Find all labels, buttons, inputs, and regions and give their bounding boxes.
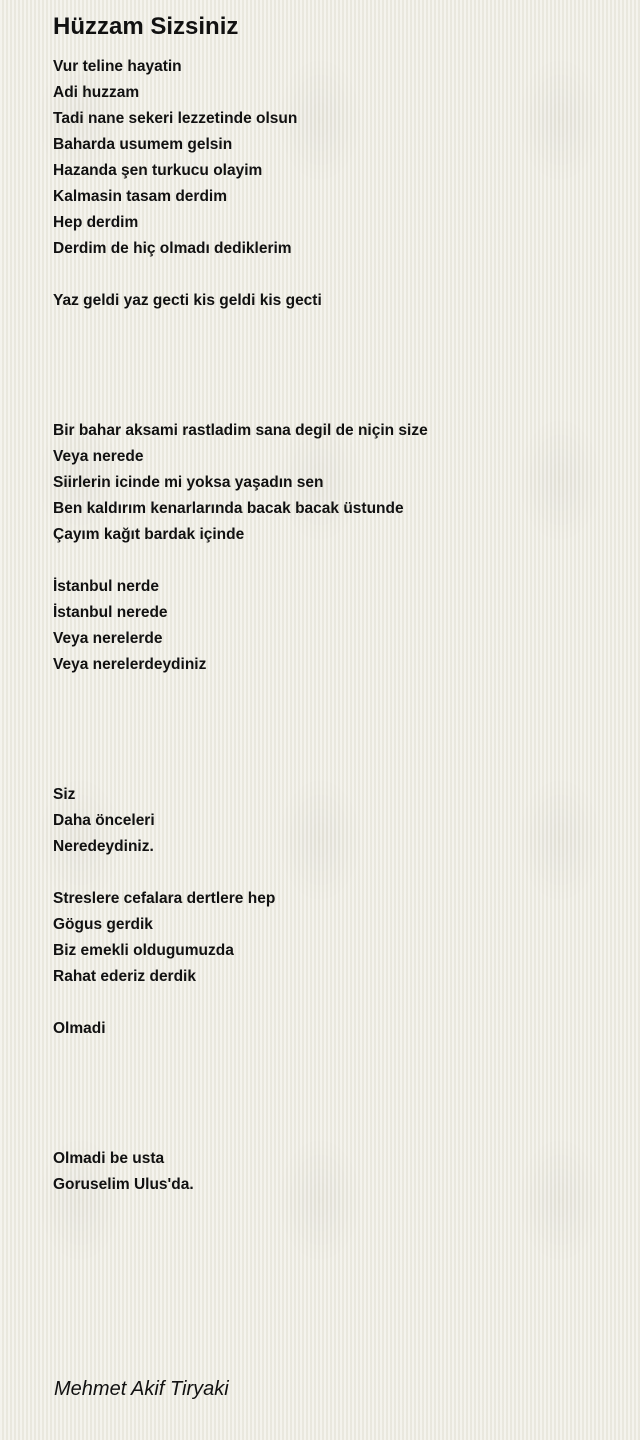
stanza-break bbox=[53, 756, 623, 782]
poem-author: Mehmet Akif Tiryaki bbox=[54, 1378, 229, 1400]
poem-line: Olmadi bbox=[53, 1020, 106, 1037]
stanza-break bbox=[53, 548, 623, 574]
stanza-break bbox=[53, 678, 623, 704]
poem-line: Streslere cefalara dertlere hep bbox=[53, 890, 276, 907]
poem-line: Derdim de hiç olmadı dediklerim bbox=[53, 240, 292, 257]
poem-line: Olmadi be usta bbox=[53, 1150, 165, 1167]
poem-line: Kalmasin tasam derdim bbox=[53, 188, 228, 205]
stanza-break bbox=[53, 1120, 623, 1146]
stanza-break bbox=[53, 314, 623, 340]
poem-line: Neredeydiniz. bbox=[53, 838, 154, 855]
poem-line: Tadi nane sekeri lezzetinde olsun bbox=[53, 110, 298, 127]
stanza-break bbox=[53, 730, 623, 756]
poem-line: Baharda usumem gelsin bbox=[53, 136, 233, 153]
poem-line: Çayım kağıt bardak içinde bbox=[53, 526, 245, 543]
poem-line: Hep derdim bbox=[53, 214, 139, 231]
poem-line: Siirlerin icinde mi yoksa yaşadın sen bbox=[53, 474, 324, 491]
stanza-break bbox=[53, 1068, 623, 1094]
poem-line: Hazanda şen turkucu olayim bbox=[53, 162, 263, 179]
poem-line: İstanbul nerede bbox=[53, 604, 168, 621]
poem-line: Bir bahar aksami rastladim sana degil de niçin size bbox=[53, 422, 428, 439]
poem-line: Goruselim Ulus'da. bbox=[53, 1176, 194, 1193]
poem-title: Hüzzam Sizsiniz bbox=[53, 13, 239, 40]
stanza-break bbox=[53, 1042, 623, 1068]
poem-line: Gögus gerdik bbox=[53, 916, 153, 933]
poem-line: Veya nerelerde bbox=[53, 630, 163, 647]
poem-line: Vur teline hayatin bbox=[53, 58, 182, 75]
poem-line: Daha önceleri bbox=[53, 812, 155, 829]
poem-line: İstanbul nerde bbox=[53, 578, 159, 595]
poem-line: Rahat ederiz derdik bbox=[53, 968, 196, 985]
poem-line: Biz emekli oldugumuzda bbox=[53, 942, 234, 959]
poem-line: Yaz geldi yaz gecti kis geldi kis gecti bbox=[53, 292, 322, 309]
stanza-break bbox=[53, 704, 623, 730]
stanza-break bbox=[53, 990, 623, 1016]
stanza-break bbox=[53, 392, 623, 418]
stanza-break bbox=[53, 262, 623, 288]
poem-container bbox=[53, 10, 623, 1198]
poem-line: Veya nerede bbox=[53, 448, 144, 465]
stanza-break bbox=[53, 1094, 623, 1120]
stanza-break bbox=[53, 366, 623, 392]
poem-line: Adi huzzam bbox=[53, 84, 140, 101]
poem-line: Siz bbox=[53, 786, 76, 803]
stanza-break bbox=[53, 860, 623, 886]
poem-line: Veya nerelerdeydiniz bbox=[53, 656, 207, 673]
poem-line: Ben kaldırım kenarlarında bacak bacak üstunde bbox=[53, 500, 404, 517]
poem-body bbox=[53, 54, 623, 1198]
stanza-break bbox=[53, 340, 623, 366]
